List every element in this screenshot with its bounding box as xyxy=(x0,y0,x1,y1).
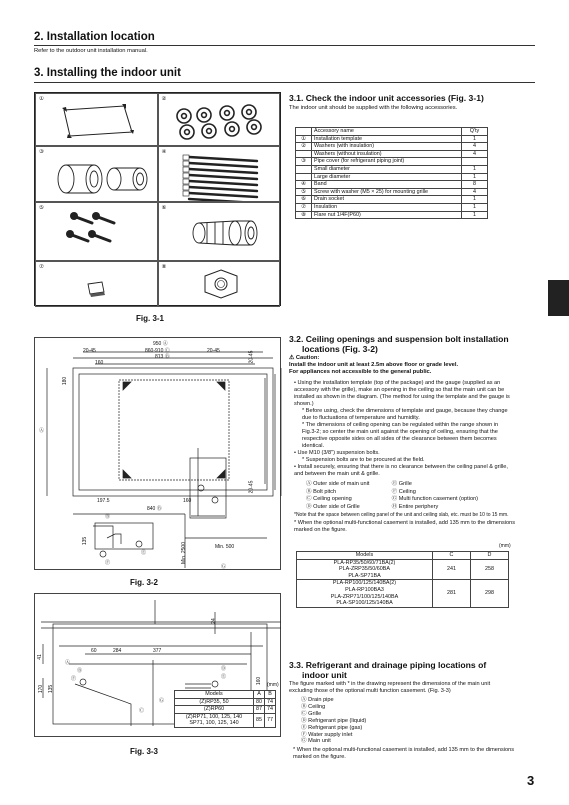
accessory-cell-7: ⑦ xyxy=(35,261,158,307)
section-3-rule xyxy=(34,82,535,83)
fig-3-3-legend xyxy=(301,697,366,745)
section-3-title: 3. Installing the indoor unit xyxy=(34,67,181,79)
bullet-template-note-a: * Before using, check the dimensions of template and gauge, because they change due to fluctuations of temperature and humidity. xyxy=(302,408,508,421)
legend-item: Ⓔ Refrigerant pipe (gas) xyxy=(301,724,363,731)
accessory-cell-2: ② xyxy=(158,93,281,146)
piping-models-table: Models A B (Z)RP35, 50 80 74 (Z)RP60 87 74 (Z)RP71, 100, 125, 140 SP71, 100, 125, 140 85 77 xyxy=(174,690,276,728)
casement-note-32: * When the optional multi-functional casement is installed, add 135 mm to the dimensions marked on the figure. xyxy=(294,520,516,533)
warning-icon: ⚠ xyxy=(289,355,295,361)
accessory-row: ④ Band 8 xyxy=(296,181,488,189)
pipe-cover-icon xyxy=(36,147,158,202)
accessory-row: Washers (without insulation) 4 xyxy=(296,150,488,158)
accessory-cell-5: ⑤ xyxy=(35,202,158,261)
accessory-row: ① Installation template 1 xyxy=(296,135,488,143)
insulation-icon xyxy=(36,262,158,307)
accessory-row: ⑤ Screw with washer (M5 × 25) for mounting grille 4 xyxy=(296,188,488,196)
fig-3-1 xyxy=(34,92,281,306)
template-icon xyxy=(36,94,158,146)
legend-item: Ⓓ Refrigerant pipe (liquid) xyxy=(301,717,367,724)
accessory-header-name: Accessory name xyxy=(312,128,462,136)
table-row: PLA-RP35/50/60/71BA(2) PLA-ZRP35/50/60BA PLA-SP71BA 241 258 xyxy=(297,559,509,580)
accessory-row: ② Washers (with insulation) 4 xyxy=(296,143,488,151)
legend-row: Ⓓ Outer side of Grille Ⓗ Entire periphery xyxy=(306,503,439,510)
bullet-template-note-b: * The dimensions of ceiling opening can be regulated within the range shown in Fig.3-2; so center the main unit against the opening of ceiling, ensuring that the respective opposite sides on all sides of the clearance between them becomes identical. xyxy=(302,422,499,449)
table-row: (Z)RP60 87 74 xyxy=(175,706,276,714)
table-row: PLA-RP100/125/140BA(2) PLA-RP100BA3 PLA-ZRP71/100/125/140BA PLA-SP100/125/140BA 281 298 xyxy=(297,580,509,607)
side-tab xyxy=(548,280,569,316)
legend-item: Ⓐ Drain pipe xyxy=(301,697,334,703)
accessory-header-qty: Q'ty xyxy=(462,128,488,136)
legend-item: Ⓒ Grille xyxy=(301,710,322,717)
accessory-table xyxy=(295,127,488,219)
accessory-cell-4: ④ xyxy=(158,146,281,202)
accessory-cell-3: ③ xyxy=(35,146,158,202)
band-icon xyxy=(159,147,281,202)
accessory-row: ⑥ Drain socket 1 xyxy=(296,196,488,204)
ceiling-models-table: Models C D PLA-RP35/50/60/71BA(2) PLA-ZRP35/50/60BA PLA-SP71BA 241 258 PLA-RP100/125/140BA(2) PLA-RP100BA3 PLA-ZRP71/100/125/140BA PLA-SP100/125/140BA 281 298 xyxy=(296,551,509,608)
legend-item: Ⓖ Main unit xyxy=(301,738,331,745)
ceiling-opening-drawing xyxy=(35,338,282,571)
section-2-text: Refer to the outdoor unit installation manual. xyxy=(34,48,148,54)
fig-3-1-label: Fig. 3-1 xyxy=(136,314,165,323)
accessory-cell-6: ⑥ xyxy=(158,202,281,261)
section-3-1-title: 3.1. Check the indoor unit accessories (Fig. 3-1) xyxy=(289,93,484,103)
caution-label: ⚠ Caution: xyxy=(289,355,320,361)
drain-socket-icon xyxy=(159,203,281,261)
section-2-rule xyxy=(34,45,535,46)
accessory-cell-8: ⑧ xyxy=(158,261,281,307)
caution-text-1: Install the indoor unit at least 2.5m above floor or grade level. xyxy=(289,362,459,368)
section-3-2-title-line2: locations (Fig. 3-2) xyxy=(302,344,378,354)
section-3-3-title-line2: indoor unit xyxy=(302,670,347,680)
accessory-row: ⑦ Insulation 1 xyxy=(296,203,488,211)
section-3-3-title-line1: 3.3. Refrigerant and drainage piping locations of xyxy=(289,660,487,670)
legend-item: Ⓕ Water supply inlet xyxy=(301,731,353,738)
casement-note-33: * When the optional multi-functional casement is installed, add 135 mm to the dimensions marked on the figure. xyxy=(293,747,515,760)
accessory-cell-1: ① xyxy=(35,93,158,146)
legend-row: Ⓒ Ceiling opening Ⓖ Multi function casement (option) xyxy=(306,496,479,502)
table-row: (Z)RP71, 100, 125, 140 SP71, 100, 125, 140 85 77 xyxy=(175,713,276,727)
bullet-bolts-note: * Suspension bolts are to be procured at the field. xyxy=(302,457,425,463)
flare-nut-icon xyxy=(159,262,281,307)
accessory-row: Small diameter 1 xyxy=(296,165,488,173)
mm-label-32: (mm) xyxy=(499,543,511,549)
caution-text-2: For appliances not accessible to the general public. xyxy=(289,369,432,375)
legend-item: Ⓑ Ceiling xyxy=(301,703,326,710)
table-row: (Z)RP35, 50 80 74 xyxy=(175,698,276,706)
clearance-note: *Note that the space between ceiling panel of the unit and ceiling slab, etc. must be 10 to 15 mm. xyxy=(294,512,509,518)
accessory-row: ③ Pipe cover (for refrigerant piping joint) xyxy=(296,158,488,166)
section-2-title: 2. Installation location xyxy=(34,31,155,43)
bullet-secure: • Install securely, ensuring that there is no clearance between the ceiling panel & grille, and between the main unit & grille. xyxy=(294,464,508,477)
fig-3-2: 950 Ⓐ 860-910 Ⓒ 813 Ⓑ 20-45 20-45 160 160 197.5 840 Ⓑ 180 20-45 20-45 135 Min. 2500 Min. 500 Ⓐ Ⓑ Ⓔ Ⓕ Ⓖ xyxy=(34,337,281,570)
washer-icon xyxy=(159,94,281,146)
fig-3-3: 60 284 377 41 170 135 160 24 Ⓐ Ⓑ Ⓒ Ⓓ Ⓔ Ⓕ Ⓖ (mm) xyxy=(34,593,281,737)
screw-icon xyxy=(36,203,158,261)
bullet-bolts: • Use M10 (3/8") suspension bolts. xyxy=(294,450,380,456)
section-3-3-intro: The figure marked with * in the drawing represent the dimensions of the main unit excluding those of the optional multi function casement. (Fig. 3-3) xyxy=(289,681,491,694)
accessory-row: Large diameter 1 xyxy=(296,173,488,181)
fig-3-3-label: Fig. 3-3 xyxy=(130,747,159,756)
fig-3-2-legend xyxy=(306,481,521,511)
fig-3-2-label: Fig. 3-2 xyxy=(130,578,159,587)
section-3-2-title-line1: 3.2. Ceiling openings and suspension bolt installation xyxy=(289,334,509,344)
legend-row: Ⓑ Bolt pitch Ⓕ Ceiling xyxy=(306,488,416,495)
bullet-template: • Using the installation template (top of the package) and the gauge (supplied as an accessory with the grille), make an opening in the ceiling so that the main unit can be installed as shown in the diagram. (The method for using the template and the gauge is shown.) xyxy=(294,380,510,407)
section-3-1-intro: The indoor unit should be supplied with the following accessories. xyxy=(289,105,458,111)
legend-row: Ⓐ Outer side of main unit Ⓔ Grille xyxy=(306,481,412,487)
accessory-row: ⑧ Flare nut 1/4F(P60) 1 xyxy=(296,211,488,219)
page-number: 3 xyxy=(527,773,535,788)
